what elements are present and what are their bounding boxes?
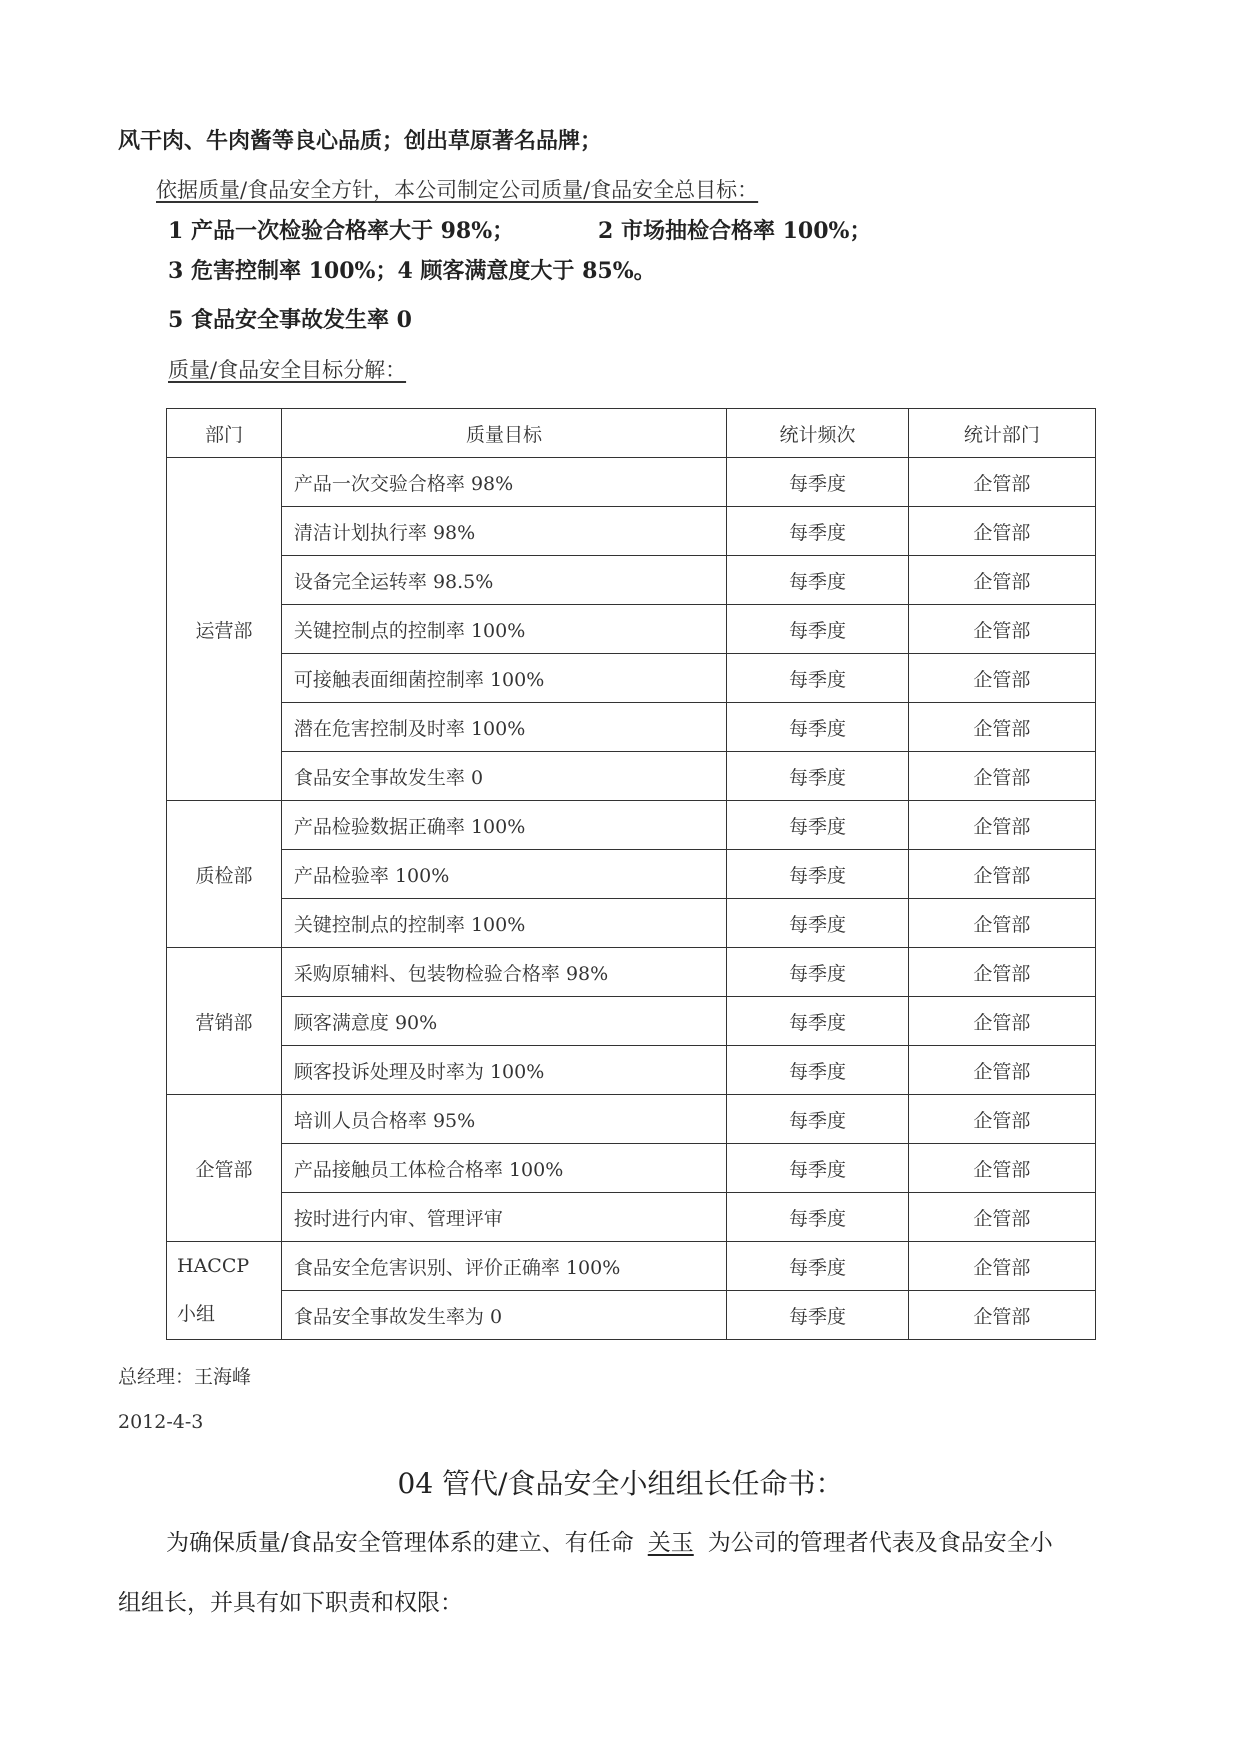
haccp-dept-line-1: HACCP <box>177 1255 250 1277</box>
table-row <box>167 752 1096 801</box>
table-row <box>167 850 1096 899</box>
signature: 总经理：王海峰 <box>118 1366 252 1388</box>
goal-cell: 食品安全危害识别、评价正确率 100% <box>281 1242 726 1291</box>
org-cell: 企管部 <box>908 1291 1095 1340</box>
goal-cell: 食品安全事故发生率 0 <box>281 752 726 801</box>
org-cell: 企管部 <box>908 1242 1095 1291</box>
goal-cell: 顾客投诉处理及时率为 100% <box>281 1046 726 1095</box>
goal-cell: 产品检验数据正确率 100% <box>281 801 726 850</box>
goal-2: 2 市场抽检合格率 100%； <box>598 218 872 244</box>
goal-cell: 采购原辅料、包装物检验合格率 98% <box>281 948 726 997</box>
goal-cell: 产品检验率 100% <box>281 850 726 899</box>
table-row <box>167 556 1096 605</box>
table-row <box>167 1193 1096 1242</box>
table-row <box>167 507 1096 556</box>
table-header-row <box>167 409 1096 458</box>
table-row <box>167 703 1096 752</box>
freq-cell: 每季度 <box>727 997 908 1046</box>
goal-cell: 设备完全运转率 98.5% <box>281 556 726 605</box>
header-stat-dept: 统计部门 <box>908 409 1095 458</box>
table-row <box>167 605 1096 654</box>
org-cell: 企管部 <box>908 801 1095 850</box>
goal-cell: 产品一次交验合格率 98% <box>281 458 726 507</box>
appointee-name: 关玉 <box>647 1530 694 1556</box>
goal-5: 5 食品安全事故发生率 0 <box>168 307 412 333</box>
freq-cell: 每季度 <box>727 1291 908 1340</box>
goal-cell: 培训人员合格率 95% <box>281 1095 726 1144</box>
org-cell: 企管部 <box>908 556 1095 605</box>
table-row <box>167 1046 1096 1095</box>
org-cell: 企管部 <box>908 458 1095 507</box>
table-row <box>167 948 1096 997</box>
org-cell: 企管部 <box>908 507 1095 556</box>
goal-cell: 产品接触员工体检合格率 100% <box>281 1144 726 1193</box>
goal-cell: 按时进行内审、管理评审 <box>281 1193 726 1242</box>
freq-cell: 每季度 <box>727 556 908 605</box>
table-row <box>167 458 1096 507</box>
intro-line-1: 风干肉、牛肉酱等良心品质；创出草原著名品牌； <box>118 128 603 154</box>
org-cell: 企管部 <box>908 654 1095 703</box>
org-cell: 企管部 <box>908 752 1095 801</box>
freq-cell: 每季度 <box>727 605 908 654</box>
org-cell: 企管部 <box>908 1144 1095 1193</box>
freq-cell: 每季度 <box>727 850 908 899</box>
freq-cell: 每季度 <box>727 1144 908 1193</box>
goal-cell: 关键控制点的控制率 100% <box>281 605 726 654</box>
org-cell: 企管部 <box>908 997 1095 1046</box>
org-cell: 企管部 <box>908 1193 1095 1242</box>
org-cell: 企管部 <box>908 948 1095 997</box>
freq-cell: 每季度 <box>727 1193 908 1242</box>
goal-cell: 关键控制点的控制率 100% <box>281 899 726 948</box>
header-goal: 质量目标 <box>281 409 726 458</box>
freq-cell: 每季度 <box>727 752 908 801</box>
freq-cell: 每季度 <box>727 801 908 850</box>
org-cell: 企管部 <box>908 850 1095 899</box>
breakdown-label: 质量/食品安全目标分解： <box>168 358 407 382</box>
quality-goals-table <box>166 408 1096 1340</box>
header-dept: 部门 <box>167 409 282 458</box>
freq-cell: 每季度 <box>727 703 908 752</box>
header-frequency: 统计频次 <box>727 409 908 458</box>
freq-cell: 每季度 <box>727 1095 908 1144</box>
dept-cell: 企管部 <box>167 1095 282 1242</box>
goal-3-4: 3 危害控制率 100%；4 顾客满意度大于 85%。 <box>168 258 656 284</box>
table-row <box>167 654 1096 703</box>
dept-cell: 质检部 <box>167 801 282 948</box>
freq-cell: 每季度 <box>727 948 908 997</box>
freq-cell: 每季度 <box>727 507 908 556</box>
freq-cell: 每季度 <box>727 1046 908 1095</box>
org-cell: 企管部 <box>908 1095 1095 1144</box>
dept-cell-haccp <box>167 1242 282 1340</box>
freq-cell: 每季度 <box>727 458 908 507</box>
org-cell: 企管部 <box>908 899 1095 948</box>
goal-cell: 清洁计划执行率 98% <box>281 507 726 556</box>
appointment-text-before: 为确保质量/食品安全管理体系的建立、有任命 <box>166 1530 634 1556</box>
appointment-line-2: 组组长，并具有如下职责和权限： <box>118 1590 463 1616</box>
appointment-text-after: 为公司的管理者代表及食品安全小 <box>707 1530 1053 1556</box>
dept-cell: 营销部 <box>167 948 282 1095</box>
table-row <box>167 899 1096 948</box>
intro-line-2: 依据质量/食品安全方针，本公司制定公司质量/食品安全总目标： <box>156 178 759 202</box>
org-cell: 企管部 <box>908 703 1095 752</box>
goal-cell: 顾客满意度 90% <box>281 997 726 1046</box>
table-row <box>167 997 1096 1046</box>
haccp-dept-line-2: 小组 <box>177 1303 216 1325</box>
table-row <box>167 1291 1096 1340</box>
org-cell: 企管部 <box>908 605 1095 654</box>
table-row <box>167 1095 1096 1144</box>
goal-cell: 可接触表面细菌控制率 100% <box>281 654 726 703</box>
dept-cell: 运营部 <box>167 458 282 801</box>
table-row <box>167 1144 1096 1193</box>
freq-cell: 每季度 <box>727 654 908 703</box>
table-row <box>167 801 1096 850</box>
org-cell: 企管部 <box>908 1046 1095 1095</box>
document-date: 2012-4-3 <box>118 1411 204 1433</box>
freq-cell: 每季度 <box>727 899 908 948</box>
goal-cell: 食品安全事故发生率为 0 <box>281 1291 726 1340</box>
section-title: 04 管代/食品安全小组组长任命书： <box>397 1467 844 1500</box>
freq-cell: 每季度 <box>727 1242 908 1291</box>
appointment-paragraph <box>166 1524 1053 1557</box>
table-row <box>167 1242 1096 1291</box>
goal-1: 1 产品一次检验合格率大于 98%； <box>168 218 515 244</box>
goal-cell: 潜在危害控制及时率 100% <box>281 703 726 752</box>
